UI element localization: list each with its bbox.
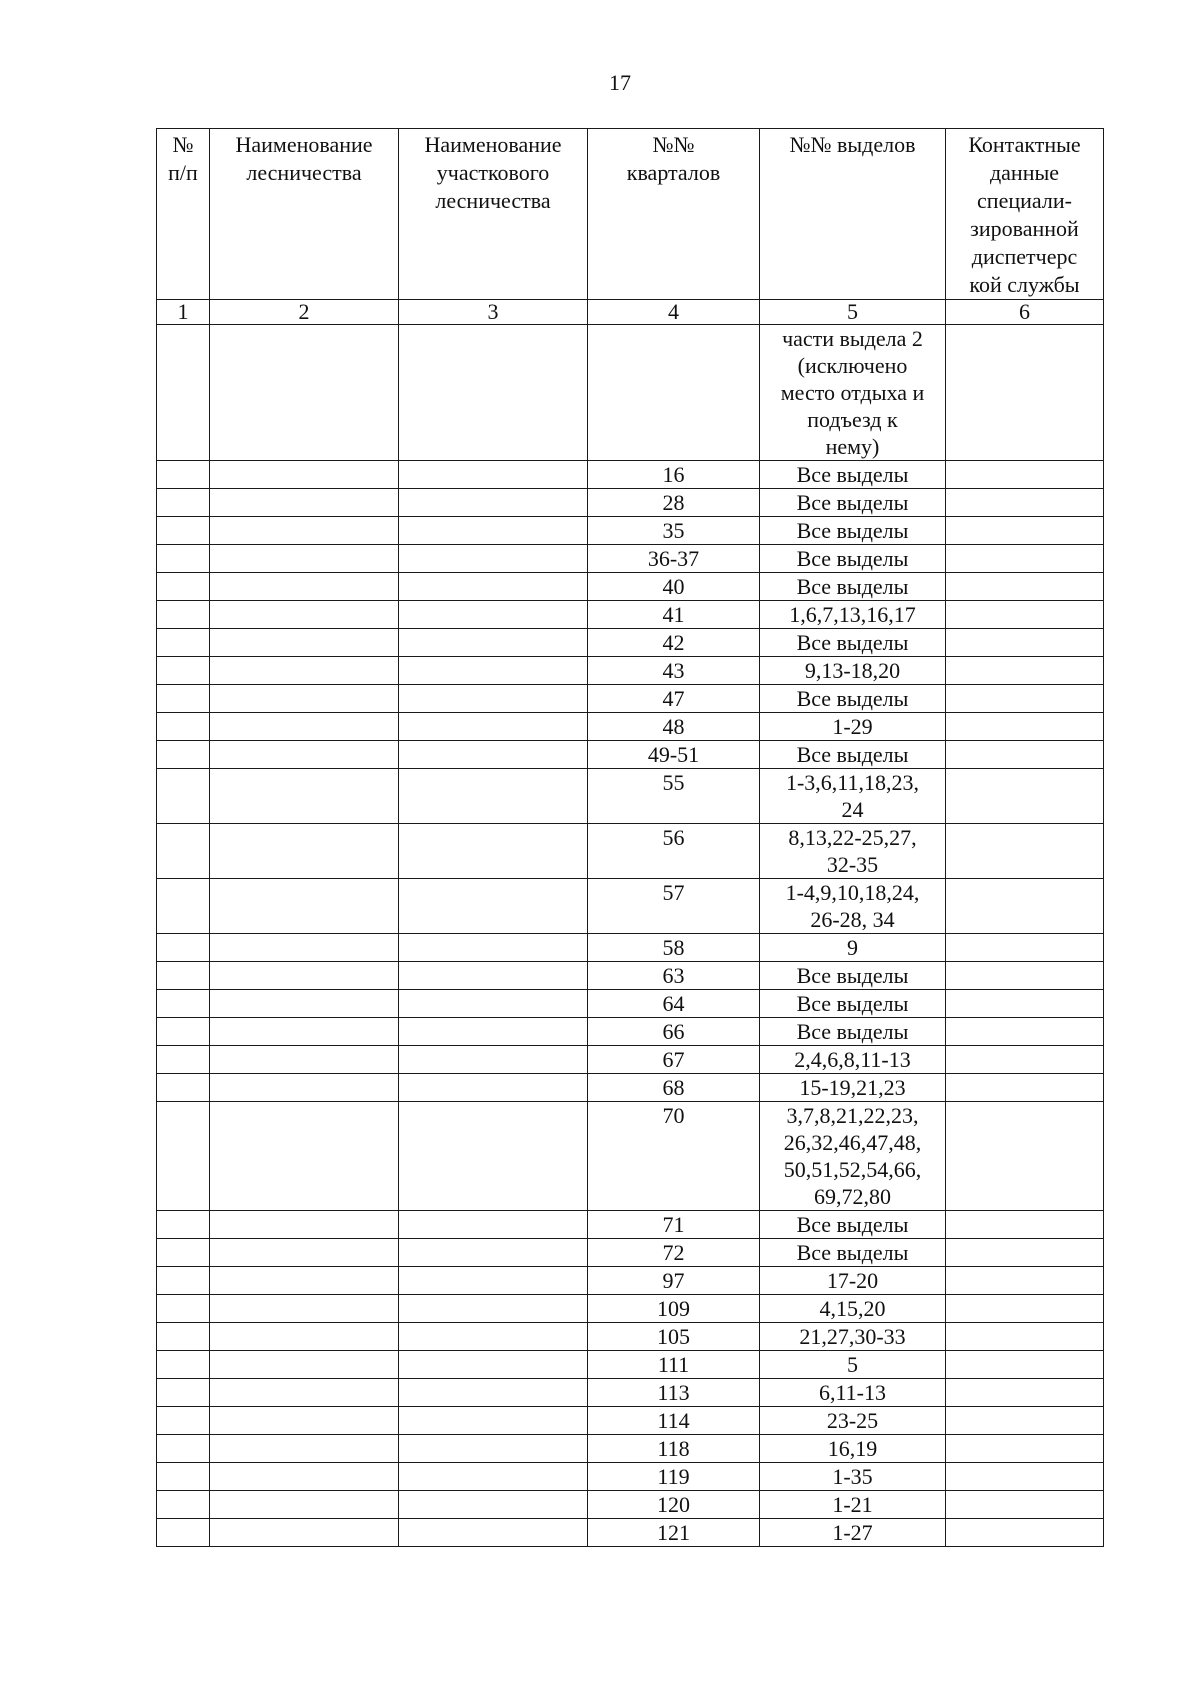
contact-cell [946,824,1104,879]
contact-cell [946,573,1104,601]
contact-cell [946,1407,1104,1435]
table-row [157,685,1104,713]
forestry-name-cell [210,1379,399,1407]
contact-cell [946,1435,1104,1463]
forestry-name-cell [210,657,399,685]
table-row [157,879,1104,934]
quarter-cell: 67 [588,1046,760,1074]
table-row [157,657,1104,685]
district-name-cell [399,1379,588,1407]
row-number-cell [157,1239,210,1267]
forestry-name-cell [210,1407,399,1435]
district-name-cell [399,1351,588,1379]
plots-cell: части выдела 2 (исключено место отдыха и подъезд к нему) [760,325,946,461]
plots-cell: 15-19,21,23 [760,1074,946,1102]
contact-cell [946,990,1104,1018]
district-name-cell [399,1211,588,1239]
contact-cell [946,1074,1104,1102]
quarter-cell: 56 [588,824,760,879]
table-row [157,934,1104,962]
district-name-cell [399,1435,588,1463]
contact-cell [946,325,1104,461]
row-number-cell [157,1407,210,1435]
district-name-cell [399,1239,588,1267]
row-number-cell [157,489,210,517]
plots-cell: Все выделы [760,545,946,573]
row-number-cell [157,741,210,769]
table-row [157,1046,1104,1074]
district-name-cell [399,545,588,573]
quarter-cell: 68 [588,1074,760,1102]
forestry-name-cell [210,1323,399,1351]
column-number: 3 [399,300,588,325]
quarter-cell: 57 [588,879,760,934]
quarter-cell: 36-37 [588,545,760,573]
contact-cell [946,934,1104,962]
plots-cell: Все выделы [760,685,946,713]
contact-cell [946,1379,1104,1407]
plots-cell: 4,15,20 [760,1295,946,1323]
forestry-name-cell [210,629,399,657]
district-name-cell [399,573,588,601]
quarter-cell: 58 [588,934,760,962]
table-row [157,325,1104,461]
header-cell: Наименование лесничества [210,129,399,300]
plots-cell: 1-21 [760,1491,946,1519]
plots-cell: Все выделы [760,1239,946,1267]
row-number-cell [157,1351,210,1379]
quarter-cell: 121 [588,1519,760,1547]
forestry-name-cell [210,1267,399,1295]
quarter-cell: 111 [588,1351,760,1379]
plots-cell: 1-29 [760,713,946,741]
row-number-cell [157,325,210,461]
quarter-cell: 49-51 [588,741,760,769]
forestry-name-cell [210,1519,399,1547]
district-name-cell [399,879,588,934]
table-row [157,1435,1104,1463]
quarter-cell: 35 [588,517,760,545]
row-number-cell [157,962,210,990]
row-number-cell [157,1018,210,1046]
plots-cell: 21,27,30-33 [760,1323,946,1351]
row-number-cell [157,573,210,601]
plots-cell: Все выделы [760,990,946,1018]
plots-cell: Все выделы [760,1211,946,1239]
row-number-cell [157,601,210,629]
table-row [157,1323,1104,1351]
table-row [157,962,1104,990]
forestry-name-cell [210,769,399,824]
plots-cell: 3,7,8,21,22,23, 26,32,46,47,48, 50,51,52,54,66, 69,72,80 [760,1102,946,1211]
plots-cell: 1-3,6,11,18,23, 24 [760,769,946,824]
forestry-name-cell [210,962,399,990]
row-number-cell [157,1435,210,1463]
district-name-cell [399,325,588,461]
row-number-cell [157,1211,210,1239]
row-number-cell [157,1323,210,1351]
table-row [157,1267,1104,1295]
plots-cell: 2,4,6,8,11-13 [760,1046,946,1074]
column-number: 4 [588,300,760,325]
table-row [157,1102,1104,1211]
forestry-name-cell [210,1351,399,1379]
table-row [157,461,1104,489]
plots-cell: Все выделы [760,461,946,489]
forestry-name-cell [210,824,399,879]
quarter-cell: 47 [588,685,760,713]
quarter-cell: 97 [588,1267,760,1295]
row-number-cell [157,713,210,741]
forestry-name-cell [210,1295,399,1323]
contact-cell [946,741,1104,769]
district-name-cell [399,1463,588,1491]
contact-cell [946,657,1104,685]
quarter-cell: 113 [588,1379,760,1407]
plots-cell: Все выделы [760,1018,946,1046]
table-row [157,1239,1104,1267]
contact-cell [946,1239,1104,1267]
forestry-name-cell [210,934,399,962]
forestry-name-cell [210,1046,399,1074]
table-row [157,1351,1104,1379]
row-number-cell [157,629,210,657]
contact-cell [946,1018,1104,1046]
forestry-name-cell [210,545,399,573]
contact-cell [946,517,1104,545]
plots-cell: 5 [760,1351,946,1379]
table-row [157,990,1104,1018]
quarter-cell: 43 [588,657,760,685]
table-row [157,1379,1104,1407]
quarter-cell: 48 [588,713,760,741]
row-number-cell [157,990,210,1018]
forestry-name-cell [210,325,399,461]
table-row [157,741,1104,769]
header-cell: Наименование участкового лесничества [399,129,588,300]
row-number-cell [157,769,210,824]
row-number-cell [157,657,210,685]
forestry-name-cell [210,1211,399,1239]
table-row [157,1074,1104,1102]
forestry-name-cell [210,879,399,934]
plots-cell: 1-4,9,10,18,24, 26-28, 34 [760,879,946,934]
contact-cell [946,769,1104,824]
table-row [157,573,1104,601]
table-row [157,1295,1104,1323]
district-name-cell [399,990,588,1018]
forestry-name-cell [210,489,399,517]
forestry-name-cell [210,1239,399,1267]
quarter-cell: 71 [588,1211,760,1239]
contact-cell [946,685,1104,713]
table-row [157,713,1104,741]
forestry-name-cell [210,573,399,601]
contact-cell [946,1491,1104,1519]
row-number-cell [157,934,210,962]
quarter-cell [588,325,760,461]
quarter-cell: 55 [588,769,760,824]
column-number-row [157,300,1104,325]
row-number-cell [157,1267,210,1295]
table-row [157,1211,1104,1239]
forestry-name-cell [210,461,399,489]
forestry-name-cell [210,1435,399,1463]
table-header [157,129,1104,300]
row-number-cell [157,1102,210,1211]
forestry-name-cell [210,601,399,629]
forestry-name-cell [210,1491,399,1519]
contact-cell [946,461,1104,489]
district-name-cell [399,824,588,879]
district-name-cell [399,461,588,489]
quarter-cell: 63 [588,962,760,990]
row-number-cell [157,1295,210,1323]
table-row [157,1407,1104,1435]
row-number-cell [157,1463,210,1491]
table-row [157,769,1104,824]
row-number-cell [157,545,210,573]
district-name-cell [399,1046,588,1074]
quarter-cell: 42 [588,629,760,657]
forestry-name-cell [210,685,399,713]
page-number: 17 [609,70,631,95]
contact-cell [946,629,1104,657]
plots-cell: 9,13-18,20 [760,657,946,685]
quarter-cell: 64 [588,990,760,1018]
row-number-cell [157,1074,210,1102]
row-number-cell [157,824,210,879]
quarter-cell: 120 [588,1491,760,1519]
district-name-cell [399,1018,588,1046]
quarter-cell: 66 [588,1018,760,1046]
forestry-name-cell [210,741,399,769]
quarter-cell: 16 [588,461,760,489]
plots-cell: 9 [760,934,946,962]
district-name-cell [399,685,588,713]
row-number-cell [157,879,210,934]
header-cell: № п/п [157,129,210,300]
plots-cell: 6,11-13 [760,1379,946,1407]
district-name-cell [399,517,588,545]
contact-cell [946,1267,1104,1295]
district-name-cell [399,713,588,741]
contact-cell [946,1102,1104,1211]
table-row [157,1018,1104,1046]
row-number-cell [157,517,210,545]
plots-cell: 17-20 [760,1267,946,1295]
header-cell: №№ выделов [760,129,946,300]
contact-cell [946,601,1104,629]
forestry-name-cell [210,1102,399,1211]
column-number: 1 [157,300,210,325]
district-name-cell [399,1323,588,1351]
forestry-table [156,128,1104,1547]
contact-cell [946,1463,1104,1491]
contact-cell [946,545,1104,573]
plots-cell: 1,6,7,13,16,17 [760,601,946,629]
quarter-cell: 41 [588,601,760,629]
row-number-cell [157,1519,210,1547]
district-name-cell [399,1491,588,1519]
quarter-cell: 28 [588,489,760,517]
quarter-cell: 70 [588,1102,760,1211]
forestry-name-cell [210,713,399,741]
district-name-cell [399,1407,588,1435]
column-number: 2 [210,300,399,325]
table-row [157,1491,1104,1519]
table-row [157,517,1104,545]
quarter-cell: 114 [588,1407,760,1435]
district-name-cell [399,601,588,629]
plots-cell: Все выделы [760,517,946,545]
table-row [157,824,1104,879]
forestry-name-cell [210,1074,399,1102]
contact-cell [946,962,1104,990]
plots-cell: 23-25 [760,1407,946,1435]
plots-cell: 16,19 [760,1435,946,1463]
table-row [157,489,1104,517]
forestry-name-cell [210,1018,399,1046]
table-row [157,601,1104,629]
forestry-name-cell [210,1463,399,1491]
plots-cell: 1-27 [760,1519,946,1547]
quarter-cell: 105 [588,1323,760,1351]
plots-cell: Все выделы [760,489,946,517]
plots-cell: Все выделы [760,573,946,601]
district-name-cell [399,962,588,990]
quarter-cell: 40 [588,573,760,601]
plots-cell: Все выделы [760,962,946,990]
contact-cell [946,1046,1104,1074]
forestry-name-cell [210,517,399,545]
contact-cell [946,1351,1104,1379]
quarter-cell: 118 [588,1435,760,1463]
quarter-cell: 119 [588,1463,760,1491]
row-number-cell [157,461,210,489]
contact-cell [946,1519,1104,1547]
header-cell: №№ кварталов [588,129,760,300]
table-row [157,545,1104,573]
row-number-cell [157,1379,210,1407]
district-name-cell [399,1267,588,1295]
district-name-cell [399,657,588,685]
table-body [157,300,1104,1547]
contact-cell [946,713,1104,741]
row-number-cell [157,685,210,713]
quarter-cell: 72 [588,1239,760,1267]
row-number-cell [157,1046,210,1074]
plots-cell: Все выделы [760,629,946,657]
quarter-cell: 109 [588,1295,760,1323]
plots-cell: 1-35 [760,1463,946,1491]
district-name-cell [399,1074,588,1102]
column-number: 6 [946,300,1104,325]
district-name-cell [399,489,588,517]
district-name-cell [399,1295,588,1323]
district-name-cell [399,1102,588,1211]
row-number-cell [157,1491,210,1519]
header-cell: Контактные данные специали- зированной диспетчерс кой службы [946,129,1104,300]
district-name-cell [399,629,588,657]
column-number: 5 [760,300,946,325]
contact-cell [946,1323,1104,1351]
district-name-cell [399,1519,588,1547]
plots-cell: 8,13,22-25,27, 32-35 [760,824,946,879]
table-row [157,1463,1104,1491]
plots-cell: Все выделы [760,741,946,769]
contact-cell [946,879,1104,934]
contact-cell [946,1211,1104,1239]
district-name-cell [399,741,588,769]
forestry-name-cell [210,990,399,1018]
table-row [157,1519,1104,1547]
contact-cell [946,489,1104,517]
district-name-cell [399,934,588,962]
district-name-cell [399,769,588,824]
table-row [157,629,1104,657]
contact-cell [946,1295,1104,1323]
